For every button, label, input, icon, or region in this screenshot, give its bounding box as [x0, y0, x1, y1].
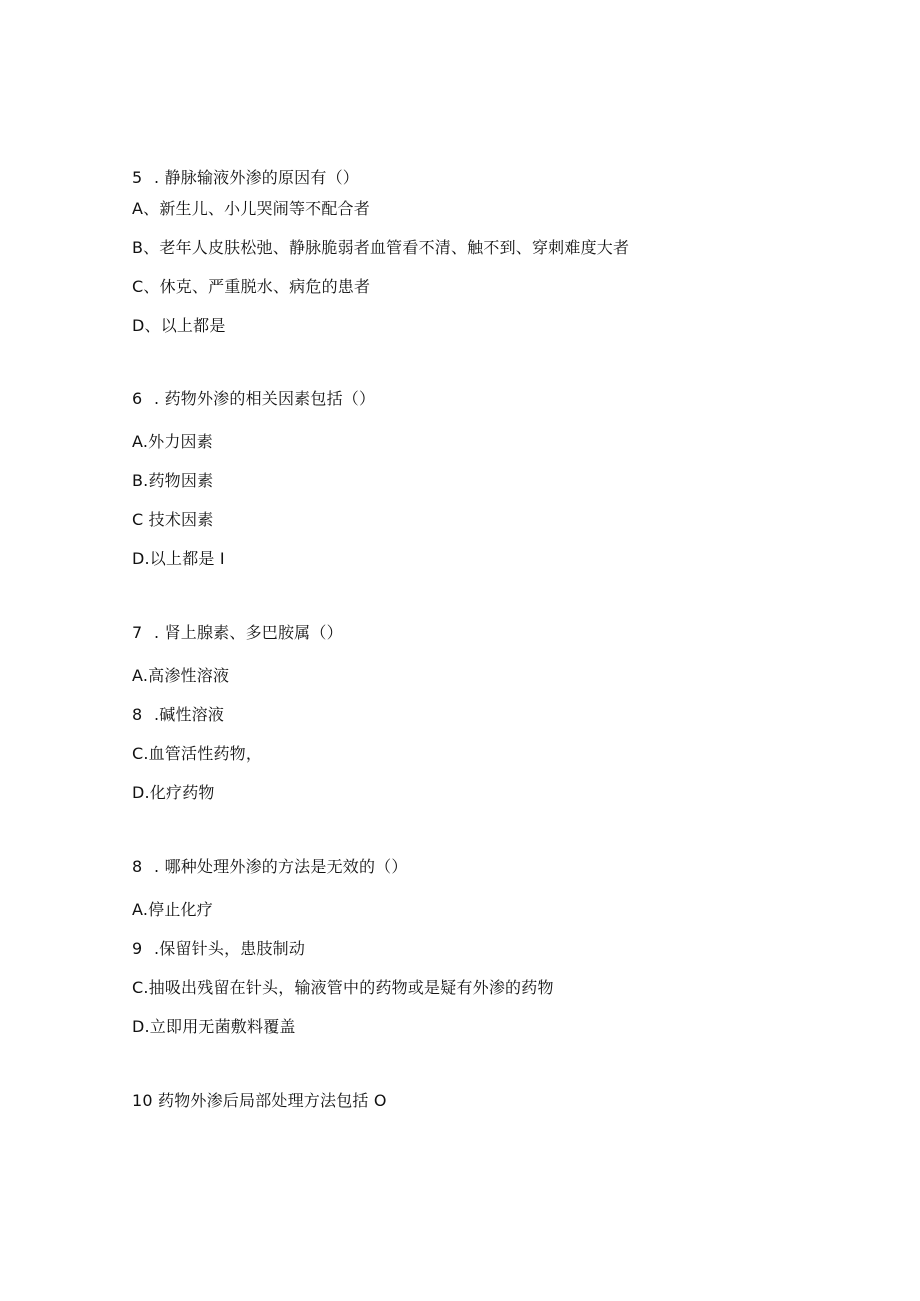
question-6-option-d: D.以上都是 I	[132, 549, 225, 568]
question-6-option-b: B.药物因素	[132, 471, 214, 490]
question-5-option-a: A、新生儿、小儿哭闹等不配合者	[132, 199, 370, 218]
question-7-option-b	[132, 705, 224, 725]
question-number: 6	[132, 389, 143, 408]
question-7-option-d: D.化疗药物	[132, 783, 215, 802]
question-number: 8	[132, 857, 143, 876]
question-number: 10	[132, 1091, 153, 1110]
question-text: . 药物外渗的相关因素包括（）	[154, 389, 376, 408]
question-8-option-b	[132, 939, 305, 959]
question-text: 药物外渗后局部处理方法包括 O	[158, 1091, 387, 1110]
option-number: 9	[132, 939, 143, 958]
question-8-stem	[132, 857, 408, 877]
question-10-stem	[132, 1091, 387, 1111]
option-text: .保留针头，患肢制动	[154, 939, 306, 958]
question-6-option-c: C 技术因素	[132, 510, 214, 529]
option-text: .碱性溶液	[154, 705, 225, 724]
question-6-option-a: A.外力因素	[132, 432, 213, 451]
question-8-option-a: A.停止化疗	[132, 900, 213, 919]
question-7-option-c: C.血管活性药物，	[132, 744, 263, 763]
question-number: 7	[132, 623, 143, 642]
question-text: . 哪种处理外渗的方法是无效的（）	[154, 857, 408, 876]
question-text: . 肾上腺素、多巴胺属（）	[154, 623, 343, 642]
question-5-option-b: B、老年人皮肤松弛、静脉脆弱者血管看不清、触不到、穿刺难度大者	[132, 238, 630, 257]
question-text: . 静脉输液外渗的原因有（）	[154, 168, 359, 187]
option-number: 8	[132, 705, 143, 724]
question-7-stem	[132, 623, 343, 643]
question-5-stem	[132, 168, 359, 188]
question-5-option-c: C、休克、严重脱水、病危的患者	[132, 277, 371, 296]
question-8-option-c: C.抽吸出残留在针头，输液管中的药物或是疑有外渗的药物	[132, 978, 554, 997]
question-number: 5	[132, 168, 143, 187]
question-8-option-d: D.立即用无菌敷料覆盖	[132, 1017, 296, 1036]
question-7-option-a: A.高渗性溶液	[132, 666, 230, 685]
question-6-stem	[132, 389, 375, 409]
question-5-option-d: D、以上都是	[132, 316, 226, 335]
